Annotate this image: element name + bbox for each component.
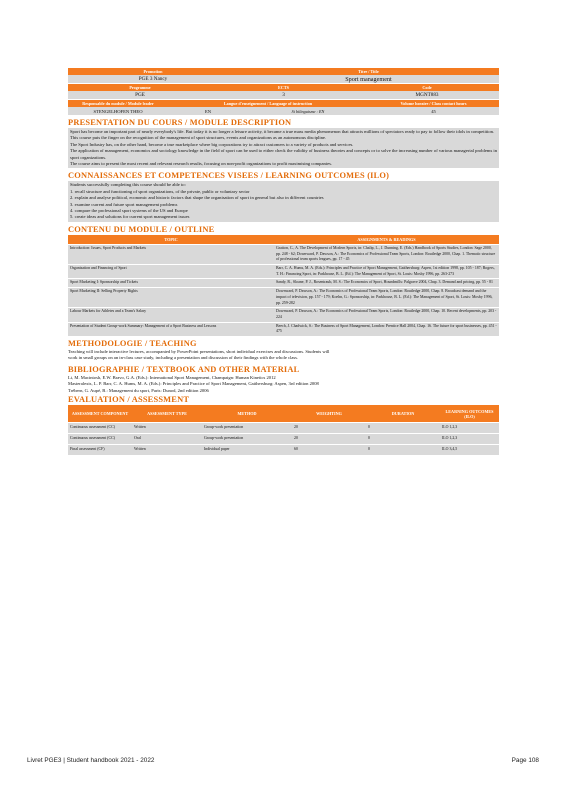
language-label: Langue d'enseignement / Language of instruction bbox=[223, 101, 313, 106]
header-labels-row-1 bbox=[68, 68, 499, 75]
eval-header: ASSESSMENT COMPONENT bbox=[68, 405, 132, 423]
course-sheet bbox=[68, 68, 499, 455]
table-row bbox=[68, 308, 499, 322]
eval-cell: 20 bbox=[292, 434, 366, 445]
table-row bbox=[68, 264, 499, 278]
outline-heading: CONTENU DU MODULE / OUTLINE bbox=[68, 224, 215, 234]
ilo-line: Students successfully completing this course should be able to: bbox=[70, 182, 186, 188]
readings-cell: Downward, P. Dawson, A.: The Economics of Professional Team Sports, London: Routledge 2000, Chap. 8. Broadcast demand and the impact of television, pp. 157 - 179; Koehn, G.: Sponsorship, in: Parkhouse, B. L. (Ed.): The Management of Sport, St. Louis: Mosby 1996, pp. 259-282 bbox=[274, 288, 499, 308]
eval-cell: Final assessment (CF) bbox=[68, 445, 132, 456]
eval-cell: Continuous assessment (CC) bbox=[68, 434, 132, 445]
code-label: Code bbox=[422, 85, 432, 90]
ilo-heading: CONNAISSANCES ET COMPETENCES VISEES / LEARNING OUTCOMES (ILO) bbox=[68, 171, 390, 181]
methodology-heading: METHODOLOGIE / TEACHING bbox=[68, 339, 197, 349]
hours-value: 45 bbox=[431, 108, 436, 114]
eval-cell: 60 bbox=[292, 445, 366, 456]
topic-cell: Sport Marketing I: Sponsorship and Tickets bbox=[68, 279, 274, 288]
eval-header: METHOD bbox=[202, 405, 292, 423]
promotion-label: Promotion bbox=[143, 69, 163, 74]
programme-value: PGE bbox=[135, 92, 145, 98]
bibliography-line: Masteralexis, L. P. Barr, C. A. Hums, M. A. (Eds.): Principles and Practice of Sport Management, Gaithersburg: Aspen, 3rd edition 2008 bbox=[68, 381, 319, 387]
ilo-line: 4. compare the professional sport systems of the US and Europe bbox=[70, 208, 188, 214]
presentation-line: The Sport Industry has, on the other hand, become a true marketplace where big corporations try to attract customers to a variety of products and services. bbox=[70, 141, 354, 147]
programme-label: Programme bbox=[129, 85, 151, 90]
topic-header: TOPIC bbox=[68, 235, 274, 245]
bibliography-line: Li, M. Macintosh, E.W. Bravo, G.A. (Eds.): International Sport Management, Champaign: Human Kinetics 2012 bbox=[68, 374, 276, 380]
ilo-line: 5. create ideas and solutions for current sport management issues bbox=[70, 214, 190, 220]
readings-cell: Beech, J. Chadwick, S.: The Business of Sport Management, London: Prentice Hall 2004, Chap. 16. The future for sport businesses, pp. 451 - 475 bbox=[274, 322, 499, 336]
eval-header: LEARNING OUTCOMES (ILO) bbox=[440, 405, 499, 423]
footer-page-number: Page 108 bbox=[511, 757, 539, 764]
language-bilingual: Si bilinguisme : EN bbox=[291, 108, 325, 114]
title-label: Titre / Title bbox=[358, 69, 379, 74]
table-row bbox=[68, 244, 499, 264]
readings-cell: Downward, P. Dawson, A.: The Economics of Professional Team Sports, London: Routledge 2000, Chap. 10. Recent developments, pp. 203 - 224 bbox=[274, 308, 499, 322]
code-value: MGNT883 bbox=[415, 92, 439, 98]
readings-cell: Barr, C. A. Hums, M. A. (Eds.): Principles and Practice of Sport Management, Gaithersburg: Aspen, 1st edition 1998, pp. 105 - 187; Rogers, T. H.: Financing Sport, in: Parkhouse, B. L. (Ed.): The Management of Sport, St. Louis: Mosby 1996, pp. 263-273 bbox=[274, 264, 499, 278]
header-values-row-1 bbox=[68, 75, 499, 83]
table-row bbox=[68, 322, 499, 336]
ects-label: ECTS bbox=[278, 85, 289, 90]
header-values-row-3 bbox=[68, 107, 499, 115]
eval-cell: Individual paper bbox=[202, 445, 292, 456]
table-row bbox=[68, 445, 499, 456]
ilo-line: 1. recall structure and functioning of sport organizations, of the private, public or voluntary sector bbox=[70, 188, 250, 194]
readings-header: ASSIGNMENTS & READINGS bbox=[274, 235, 499, 245]
eval-cell: Written bbox=[132, 423, 202, 434]
leader-value: STENGELHOFEN THEO bbox=[93, 108, 143, 114]
header-labels-row-2 bbox=[68, 84, 499, 91]
bibliography-body bbox=[68, 375, 499, 394]
eval-cell: 0 bbox=[366, 423, 440, 434]
methodology-body bbox=[68, 349, 499, 362]
eval-cell: ILO 1,2,3 bbox=[440, 434, 499, 445]
ects-value: 3 bbox=[282, 92, 285, 98]
readings-cell: Sandy, R., Sloane, P. J., Rosentraub, M. S.: The Economics of Sport, Houndmills: Palgrave 2004, Chap. 3. Demand and pricing, pp. 55 - 81 bbox=[274, 279, 499, 288]
presentation-line: The course aims to present the most recent and relevant research results, focusing on non-profit organizations to profit maximising companies. bbox=[70, 161, 333, 167]
table-row bbox=[68, 288, 499, 308]
presentation-line: This course puts the finger on the recognition of the management of sport structures, events and organizations as an autonomous discipline. bbox=[70, 135, 327, 141]
eval-cell: 0 bbox=[366, 434, 440, 445]
eval-cell: Group-work presentation bbox=[202, 423, 292, 434]
eval-cell: Written bbox=[132, 445, 202, 456]
ilo-line: 3. examine current and future sport management problems bbox=[70, 201, 178, 207]
eval-cell: 0 bbox=[366, 445, 440, 456]
topic-cell: Sport Marketing II: Selling Property Rights bbox=[68, 288, 274, 308]
methodology-line: Teaching will include interactive lectures, accompanied by PowerPoint presentations, short individual exercises and discussions. Students will bbox=[68, 349, 330, 355]
presentation-heading: PRESENTATION DU COURS / MODULE DESCRIPTION bbox=[68, 118, 292, 127]
ilo-line: 2. explain and analyse political, economic and historic factors that shape the organisation of sport in general but also in different countries bbox=[70, 195, 324, 201]
promotion-value: PGE 3 Nancy bbox=[138, 76, 168, 82]
presentation-line: Sport has become an important part of nearly everybody's life. But today it is no longer a leisure activity, it became a true mass media phenomenon that attracts millions of spectators ready to pay to follow their idols in competition. bbox=[70, 129, 495, 134]
table-row bbox=[68, 434, 499, 445]
evaluation-table bbox=[68, 405, 499, 455]
eval-cell: Group-work presentation bbox=[202, 434, 292, 445]
readings-cell: Gratton, C., A. The Development of Modern Sports, in: Chalip, L., J. Dunning, E. (Eds.) Handbook of Sports Studies, London: Sage 2000, pp. 248 - 62; Downward, P. Dawson, A.: The Economics of Professional Team Sports, London: Routledge 2000, Chap. 1. Thematic structure of professional team sports leagues, pp. 17 - 45 bbox=[274, 244, 499, 264]
eval-header: DURATION bbox=[366, 405, 440, 423]
bibliography-heading: BIBLIOGRAPHIE / TEXTBOOK AND OTHER MATERIAL bbox=[68, 364, 300, 374]
topic-cell: Organisation and Financing of Sport bbox=[68, 264, 274, 278]
topic-cell: Labour Markets for Athletes and a Team's Salary bbox=[68, 308, 274, 322]
header-labels-row-3 bbox=[68, 100, 499, 107]
language-value: EN bbox=[204, 108, 212, 114]
eval-header: WEIGHTING bbox=[292, 405, 366, 423]
ilo-body bbox=[68, 181, 499, 221]
header-values-row-2 bbox=[68, 91, 499, 99]
leader-label: Responsable du module / Module leader bbox=[82, 101, 154, 106]
topic-cell: Presentation of Student Group-work Summary: Management of a Sport Business and Lessons bbox=[68, 322, 274, 336]
eval-cell: ILO 3,4,5 bbox=[440, 445, 499, 456]
topic-cell: Introduction: Issues, Sport Products and Markets bbox=[68, 244, 274, 264]
hours-label: Volume horaire / Class contact hours bbox=[400, 101, 467, 106]
outline-table bbox=[68, 235, 499, 336]
table-row bbox=[68, 423, 499, 434]
eval-cell: Continuous assessment (CC) bbox=[68, 423, 132, 434]
footer-handbook-label: Livret PGE3 | Student handbook 2021 - 2022 bbox=[27, 757, 155, 764]
methodology-line: work in small groups on an in-class case study, including a presentation and discussion of their findings with the whole class. bbox=[68, 355, 299, 361]
eval-cell: 20 bbox=[292, 423, 366, 434]
bibliography-line: Trébern, G. Aupé, B.: Management du sport, Paris: Dunod, 2nd edition 2006 bbox=[68, 387, 209, 393]
eval-cell: Oral bbox=[132, 434, 202, 445]
eval-header: ASSESSMENT TYPE bbox=[132, 405, 202, 423]
eval-cell: ILO 1,2,3 bbox=[440, 423, 499, 434]
course-title: Sport management bbox=[345, 75, 392, 83]
presentation-line: The application of management, economics and sociology knowledge in the field of sport can be used to either check the validity of business theories and concepts or to solve the increasing number of various managerial problems in sport organizations. bbox=[70, 148, 497, 160]
presentation-body bbox=[68, 128, 499, 168]
evaluation-heading: EVALUATION / ASSESSMENT bbox=[68, 395, 190, 405]
table-row bbox=[68, 279, 499, 288]
